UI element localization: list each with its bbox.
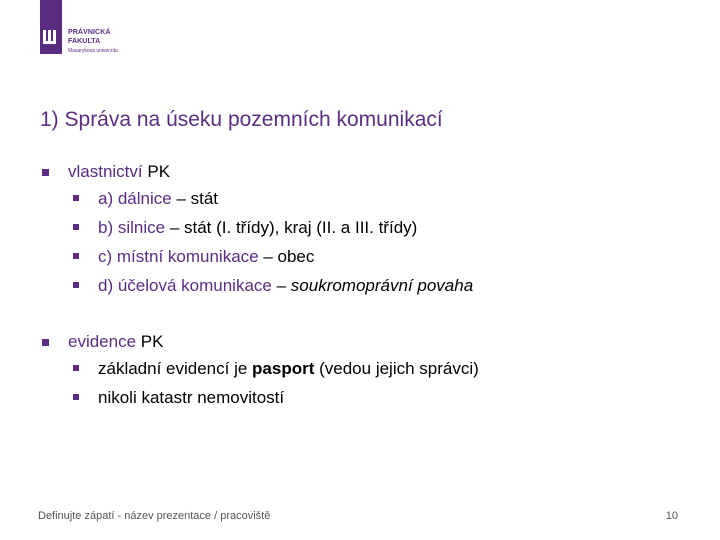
item-desc: – stát (I. třídy), kraj (II. a III. třídy) bbox=[165, 218, 418, 237]
square-bullet-icon bbox=[73, 394, 79, 400]
item-term: b) silnice bbox=[98, 218, 166, 237]
bullet-list bbox=[40, 160, 700, 412]
square-bullet-icon bbox=[73, 224, 79, 230]
page-number: 10 bbox=[665, 510, 678, 522]
item-desc: – bbox=[271, 276, 291, 295]
bullet-item-local-road bbox=[40, 242, 700, 271]
square-bullet-icon bbox=[73, 195, 79, 201]
square-bullet-icon bbox=[73, 365, 79, 371]
spacer bbox=[40, 300, 700, 330]
item-desc: základní evidencí je bbox=[98, 359, 253, 378]
logo-line-2: FAKULTA bbox=[68, 38, 101, 45]
item-term: a) dálnice bbox=[98, 189, 172, 208]
logo-line-3: Masarykova univerzita bbox=[68, 48, 118, 54]
item-term: d) účelová komunikace bbox=[98, 276, 272, 295]
slide-title: 1) Správa na úseku pozemních komunikací bbox=[40, 108, 443, 131]
bullet-item-cadastre bbox=[40, 383, 700, 412]
faculty-logo-text bbox=[68, 28, 118, 56]
bullet-evidence bbox=[40, 330, 700, 354]
square-bullet-icon bbox=[42, 169, 49, 176]
bullet-item-passport bbox=[40, 354, 700, 383]
logo-line-1: PRÁVNICKÁ bbox=[68, 29, 111, 36]
item-desc-italic: soukromoprávní povaha bbox=[290, 276, 474, 295]
item-desc: nikoli katastr nemovitostí bbox=[98, 388, 285, 407]
faculty-logo-icon bbox=[40, 0, 62, 54]
bullet-ownership bbox=[40, 160, 700, 184]
bullet-item-road bbox=[40, 213, 700, 242]
faculty-logo bbox=[40, 0, 118, 56]
square-bullet-icon bbox=[73, 282, 79, 288]
square-bullet-icon bbox=[73, 253, 79, 259]
square-bullet-icon bbox=[42, 339, 49, 346]
item-term-bold: pasport bbox=[252, 359, 315, 378]
bullet-item-highway bbox=[40, 184, 700, 213]
item-term: c) místní komunikace bbox=[98, 247, 259, 266]
item-desc: – obec bbox=[258, 247, 315, 266]
footer-text: Definujte zápatí - název prezentace / pracoviště bbox=[38, 510, 271, 522]
bullet-ownership-head-suffix: PK bbox=[142, 162, 171, 181]
item-desc-suffix: (vedou jejich správci) bbox=[314, 359, 479, 378]
bullet-evidence-head: evidence bbox=[68, 332, 137, 351]
bullet-ownership-head: vlastnictví bbox=[68, 162, 143, 181]
bullet-item-purpose-road bbox=[40, 271, 700, 300]
bullet-evidence-head-suffix: PK bbox=[136, 332, 164, 351]
item-desc: – stát bbox=[171, 189, 219, 208]
